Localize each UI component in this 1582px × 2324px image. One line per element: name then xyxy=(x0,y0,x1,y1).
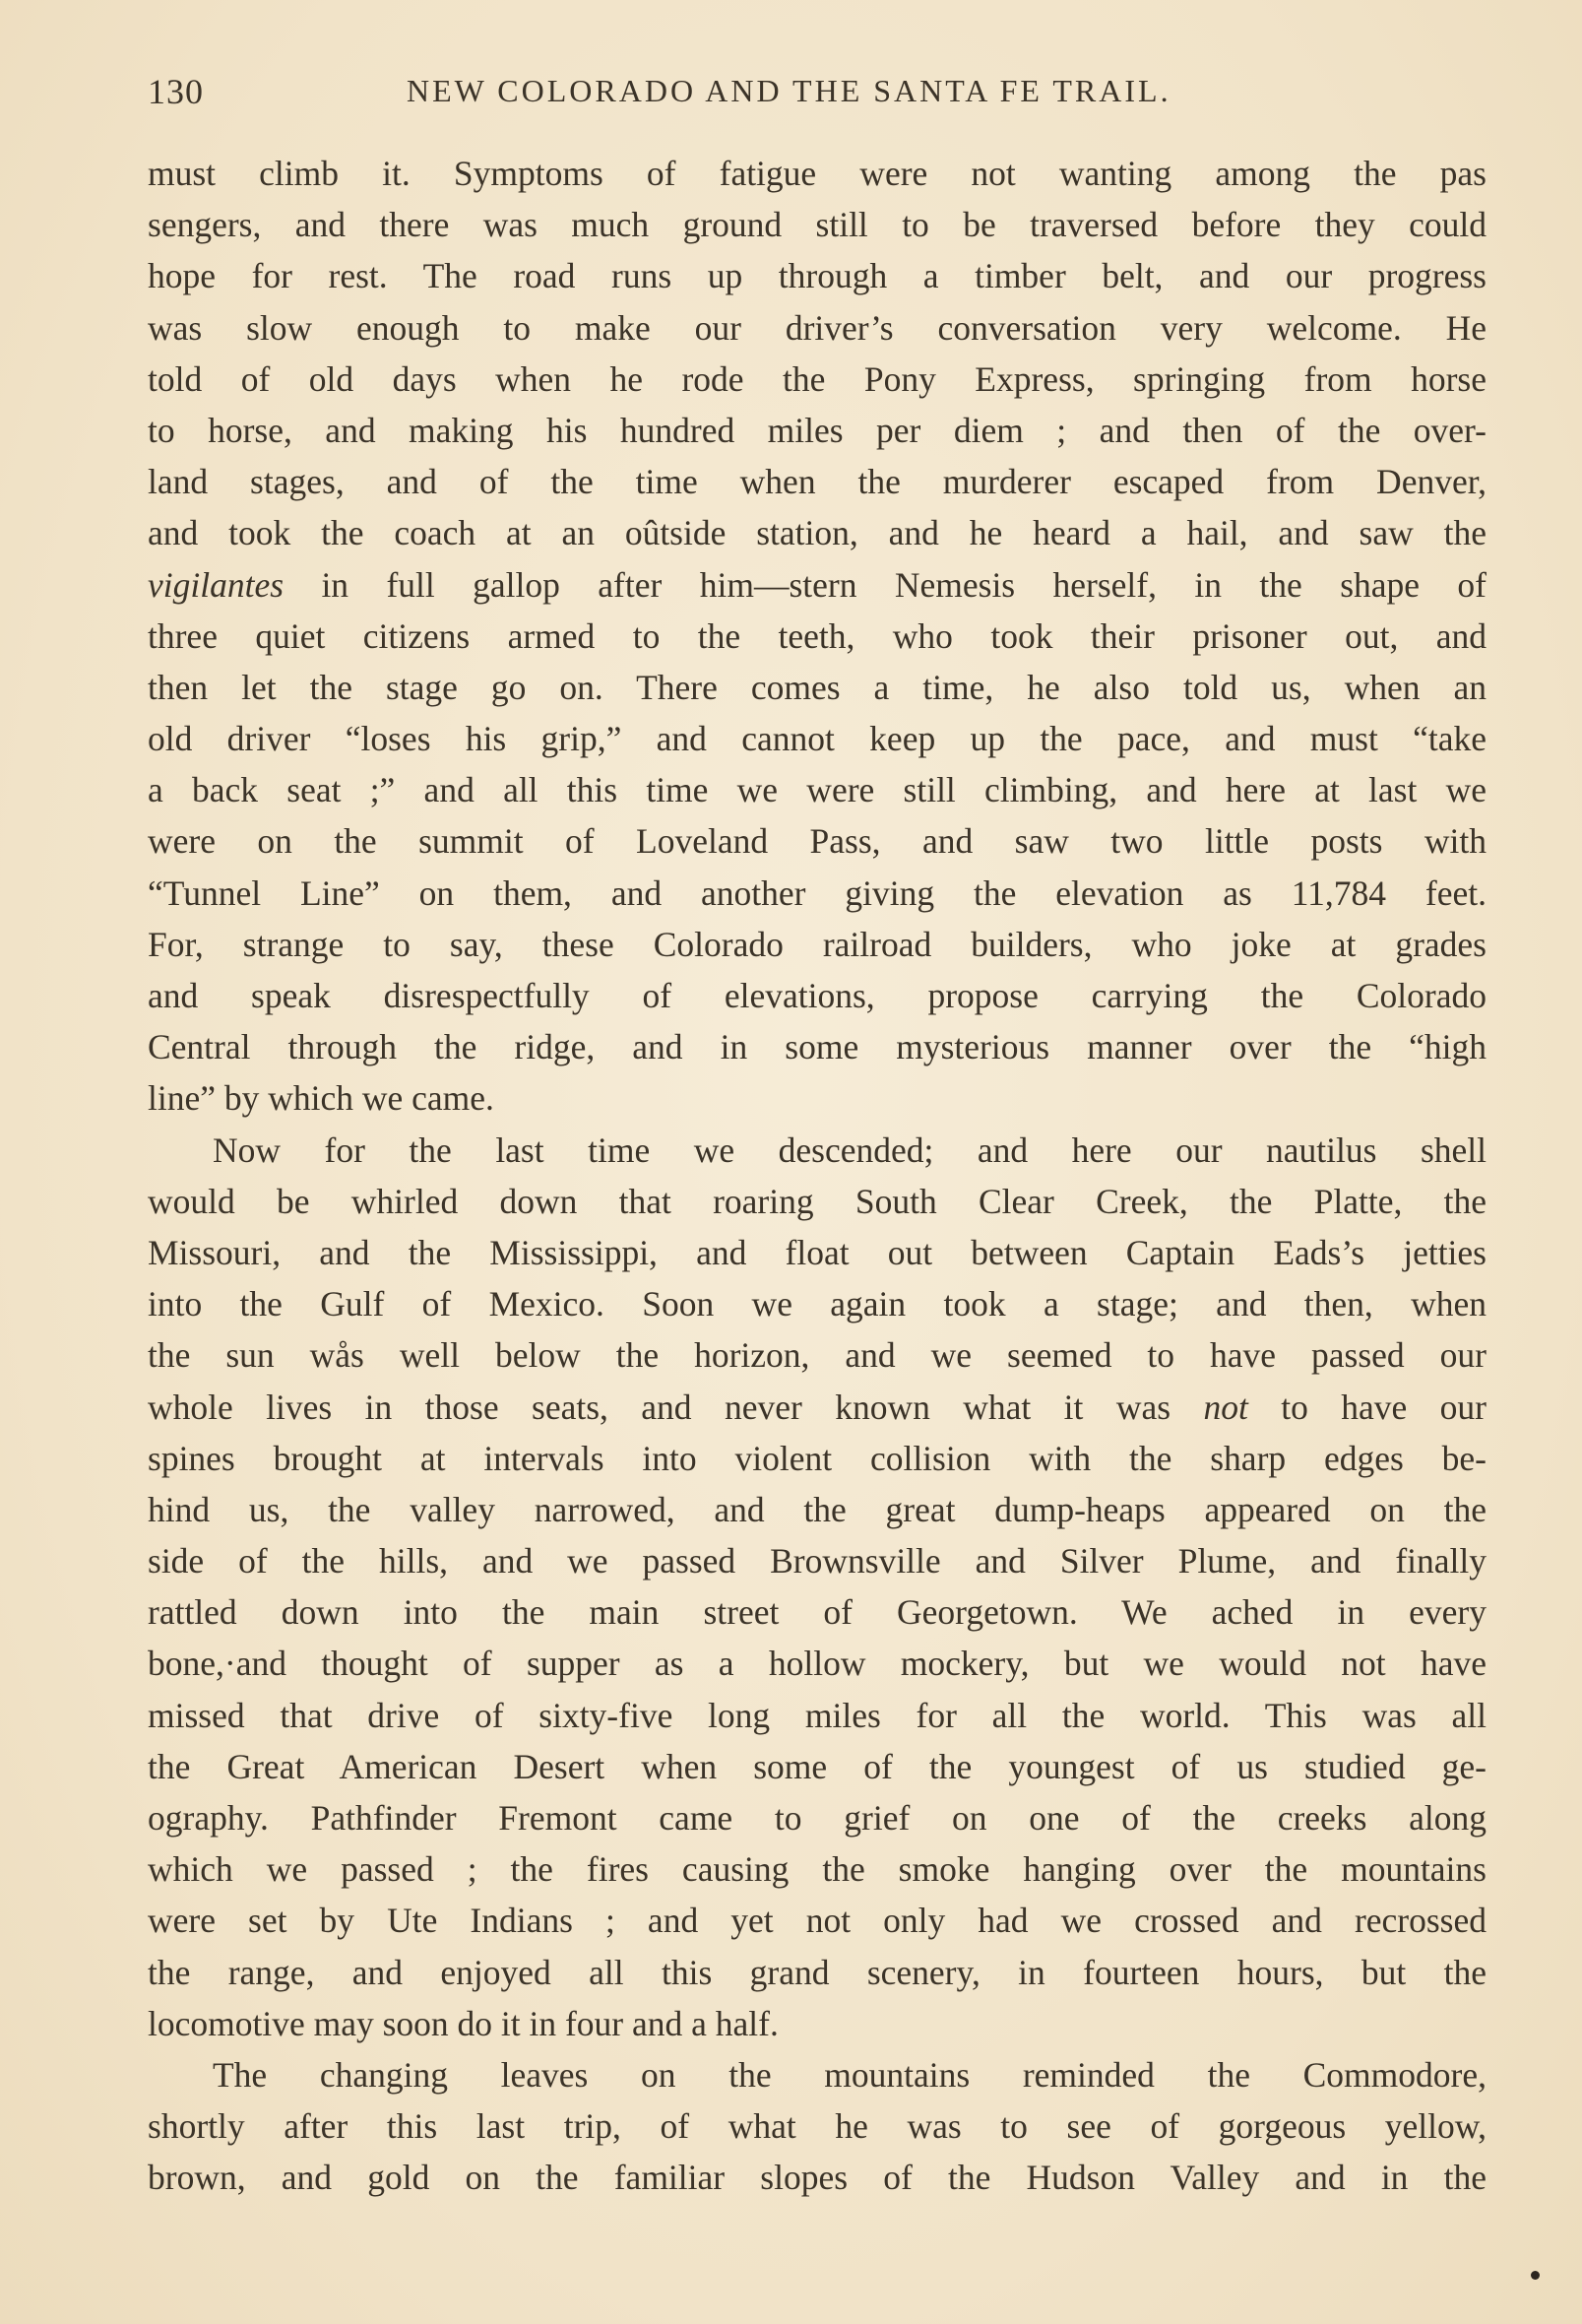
text-line: Central through the ridge, and in some mysterious manner over the “high xyxy=(148,1027,1487,1067)
text-line: locomotive may soon do it in four and a half. xyxy=(148,2003,779,2043)
text-line: to horse, and making his hundred miles per diem ; and then of the over- xyxy=(148,410,1487,450)
text-line: shortly after this last trip, of what he was to see of gorgeous yellow, xyxy=(148,2106,1487,2147)
text-line: whole lives in those seats, and never known what it was not to have our xyxy=(148,1387,1487,1427)
text-line: vigilantes in full gallop after him—stern Nemesis herself, in the shape of xyxy=(148,564,1487,605)
text-line: Now for the last time we descended; and here our nautilus shell xyxy=(213,1130,1487,1170)
text-line: must climb it. Symptoms of fatigue were not wanting among the pas xyxy=(148,154,1487,193)
text-line: missed that drive of sixty-five long miles for all the world. This was all xyxy=(148,1695,1487,1735)
text-line: The changing leaves on the mountains reminded the Commodore, xyxy=(213,2054,1487,2095)
body-text xyxy=(148,148,1487,2204)
text-line: For, strange to say, these Colorado railroad builders, who joke at grades xyxy=(148,924,1487,964)
text-line: bone,·and thought of supper as a hollow mockery, but we would not have xyxy=(148,1644,1487,1684)
text-line: old driver “loses his grip,” and cannot keep up the pace, and must “take xyxy=(148,719,1487,759)
text-line: “Tunnel Line” on them, and another giving the elevation as 11,784 feet. xyxy=(148,872,1487,913)
text-line: three quiet citizens armed to the teeth, who took their prisoner out, and xyxy=(148,615,1487,656)
text-line: hope for rest. The road runs up through a timber belt, and our progress xyxy=(148,256,1487,296)
text-line: rattled down into the main street of Georgetown. We ached in every xyxy=(148,1592,1487,1633)
text-line: brown, and gold on the familiar slopes of the Hudson Valley and in the xyxy=(148,2158,1487,2198)
text-line: a back seat ;” and all this time we were still climbing, and here at last we xyxy=(148,770,1487,810)
text-line: the sun wås well below the horizon, and we seemed to have passed our xyxy=(148,1335,1487,1376)
text-line: line” by which we came. xyxy=(148,1078,494,1119)
text-line: hind us, the valley narrowed, and the great dump-heaps appeared on the xyxy=(148,1489,1487,1529)
text-line: the Great American Desert when some of the youngest of us studied ge- xyxy=(148,1746,1487,1786)
text-line: ography. Pathfinder Fremont came to grief on one of the creeks along xyxy=(148,1798,1487,1838)
page-number: 130 xyxy=(148,72,204,111)
text-line: which we passed ; the fires causing the smoke hanging over the mountains xyxy=(148,1849,1487,1890)
text-line: into the Gulf of Mexico. Soon we again took a stage; and then, when xyxy=(148,1284,1487,1324)
text-line: would be whirled down that roaring South Clear Creek, the Platte, the xyxy=(148,1181,1487,1221)
text-line: were on the summit of Loveland Pass, and saw two little posts with xyxy=(148,821,1487,862)
text-line: sengers, and there was much ground still to be traversed before they could xyxy=(148,205,1487,245)
text-line: the range, and enjoyed all this grand scenery, in fourteen hours, but the xyxy=(148,1952,1487,1992)
text-line: told of old days when he rode the Pony Express, springing from horse xyxy=(148,358,1487,399)
text-line: spines brought at intervals into violent collision with the sharp edges be- xyxy=(148,1438,1487,1478)
text-line: then let the stage go on. There comes a time, he also told us, when an xyxy=(148,667,1487,707)
text-line: were set by Ute Indians ; and yet not only had we crossed and recrossed xyxy=(148,1901,1487,1941)
text-line: side of the hills, and we passed Brownsville and Silver Plume, and finally xyxy=(148,1541,1487,1582)
running-title: NEW COLORADO AND THE SANTA FE TRAIL. xyxy=(407,73,1171,108)
text-line: land stages, and of the time when the murderer escaped from Denver, xyxy=(148,462,1487,502)
text-line: and speak disrespectfully of elevations, propose carrying the Colorado xyxy=(148,976,1487,1015)
text-line: Missouri, and the Mississippi, and float out between Captain Eads’s jetties xyxy=(148,1232,1487,1272)
running-head xyxy=(148,71,1231,120)
text-line: was slow enough to make our driver’s conversation very welcome. He xyxy=(148,307,1487,348)
text-line: and took the coach at an oûtside station, and he heard a hail, and saw the xyxy=(148,513,1487,553)
ink-speck xyxy=(1531,2271,1540,2280)
